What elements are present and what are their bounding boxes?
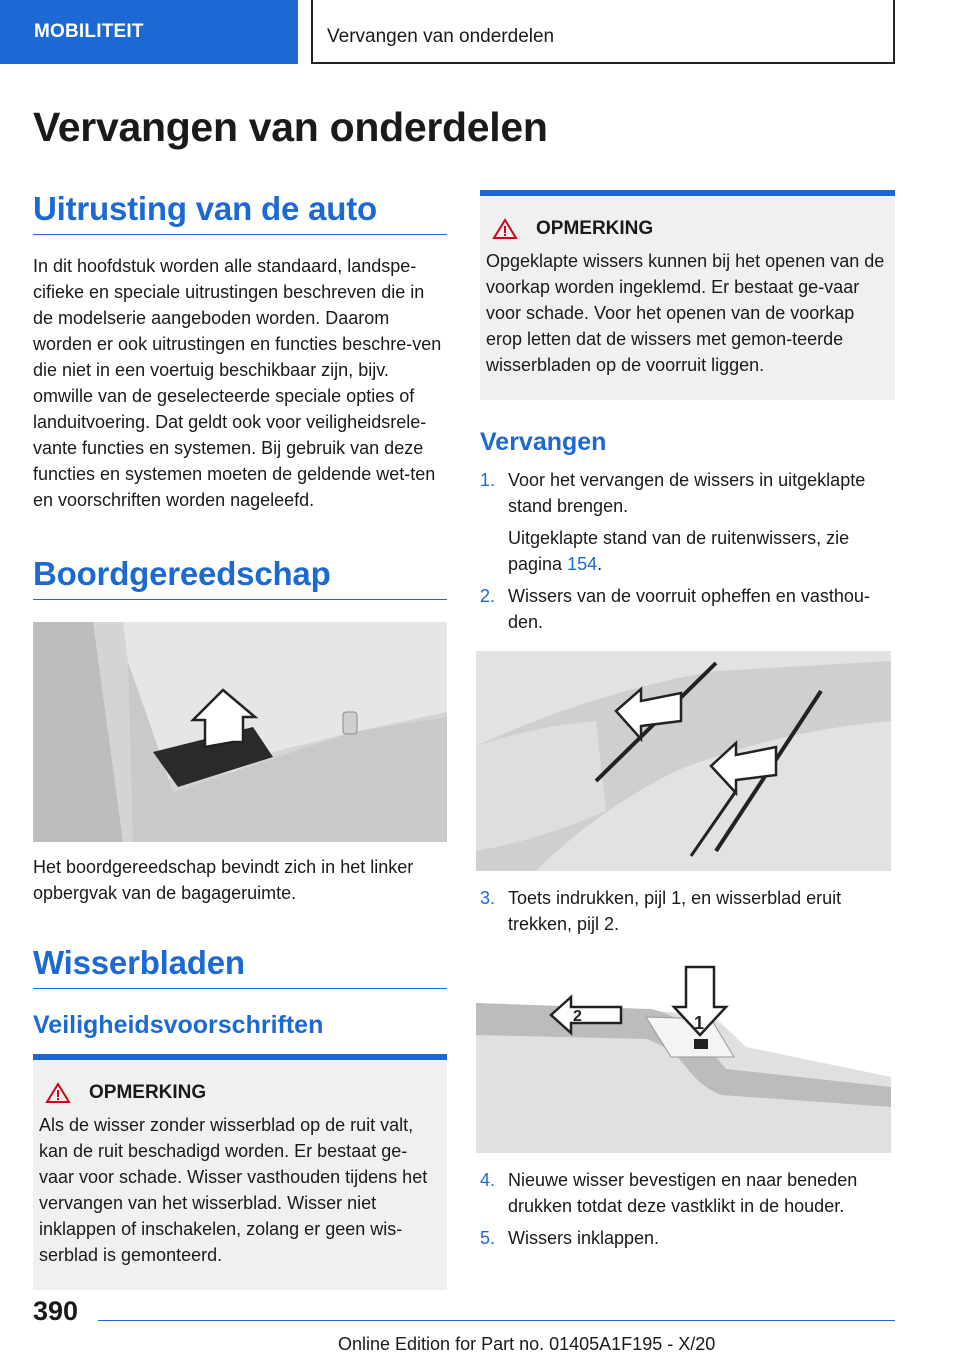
steps-list-final [480, 1167, 895, 1251]
step-number: 3. [480, 888, 496, 908]
callout-arrow-2: 2 [573, 1008, 582, 1025]
heading-uitrusting: Uitrusting van de auto [33, 190, 447, 235]
note-label: OPMERKING [89, 1082, 207, 1103]
wiper-blade-illustration [476, 957, 891, 1153]
left-column [33, 190, 447, 1290]
step-5 [480, 1225, 895, 1251]
step-text: Wissers inklappen. [508, 1228, 660, 1248]
note-header [39, 1082, 437, 1104]
hood-note [480, 190, 895, 400]
heading-wisserbladen: Wisserbladen [33, 944, 447, 989]
note-text: Opgeklapte wissers kunnen bij het openen van de voorkap worden ingeklemd. Er bestaat ge-vaar voor schade. Voor het openen van de voorkap erop letten dat de wissers met gemon-teerde wisserbladen op de voorruit liggen. [486, 251, 885, 375]
trunk-photo [33, 622, 447, 842]
safety-note [33, 1054, 447, 1290]
page-link-154[interactable]: 154 [567, 554, 598, 574]
windshield-illustration [476, 651, 891, 871]
heading-veiligheidsvoorschriften: Veiligheidsvoorschriften [33, 1011, 324, 1039]
section-tab: MOBILITEIT [0, 0, 298, 64]
page-title: Vervangen van onderdelen [33, 104, 548, 150]
step-text: Wissers van de voorruit opheffen en vasthou-den. [508, 586, 870, 632]
step-number: 4. [480, 1170, 496, 1190]
chapter-header: Vervangen van onderdelen [311, 0, 895, 64]
note-label: OPMERKING [536, 218, 654, 239]
heading-boordgereedschap: Boordgereedschap [33, 555, 447, 600]
step-number: 5. [480, 1228, 496, 1248]
step-number: 2. [480, 586, 496, 606]
footer-divider [98, 1320, 895, 1321]
step-text: Nieuwe wisser bevestigen en naar beneden drukken totdat deze vastklikt in de houder. [508, 1170, 858, 1216]
step-4 [480, 1167, 895, 1219]
step-text: Toets indrukken, pijl 1, en wisserblad eruit trekken, pijl 2. [508, 888, 842, 934]
step-2 [480, 583, 895, 635]
wiper-blade-photo [476, 957, 891, 1153]
step-3 [480, 885, 895, 937]
step-subtext-end: . [597, 554, 603, 574]
step-1 [480, 467, 895, 577]
warning-triangle-icon [492, 218, 518, 240]
right-column [480, 190, 895, 1251]
footer-edition: Online Edition for Part no. 01405A1F195 - X/20 [338, 1334, 716, 1354]
steps-list-continued [480, 885, 895, 937]
uitrusting-body: In dit hoofdstuk worden alle standaard, landspe-cifieke en speciale uitrustingen beschreven die in de modelserie aangeboden worden. Daarom worden er ook uitrustingen en functies beschre-ven die niet in een voertuig beschikbaar zijn, bijv. omwille van de geselecteerde speciale opties of landuitvoering. Dat geldt ook voor veiligheidsrele-vante functies en systemen. Bij gebruik van deze functies en systemen moeten de geldende wet-ten en voorschriften worden nageleefd. [33, 256, 442, 510]
step-subtext [508, 525, 895, 577]
step-text: Voor het vervangen de wissers in uitgeklapte stand brengen. [508, 470, 866, 516]
steps-list [480, 467, 895, 635]
warning-triangle-icon [45, 1082, 71, 1104]
boordgereedschap-caption: Het boordgereedschap bevindt zich in het linker opbergvak van de bagageruimte. [33, 857, 414, 903]
step-number: 1. [480, 470, 496, 490]
step-subtext-body: Uitgeklapte stand van de ruitenwissers, zie pagina [508, 528, 850, 574]
page-number: 390 [33, 1296, 79, 1326]
note-header [486, 218, 885, 240]
callout-arrow-1: 1 [694, 1013, 705, 1033]
note-text: Als de wisser zonder wisserblad op de ruit valt, kan de ruit beschadigd worden. Er bestaat ge-vaar voor schade. Wisser vasthouden tijdens het vervangen van het wisserblad. Wisser niet inklappen of inschakelen, zolang er geen wis-serblad is gemonteerd. [39, 1115, 428, 1265]
trunk-illustration [33, 622, 447, 842]
heading-vervangen: Vervangen [480, 428, 607, 456]
windshield-photo [476, 651, 891, 871]
